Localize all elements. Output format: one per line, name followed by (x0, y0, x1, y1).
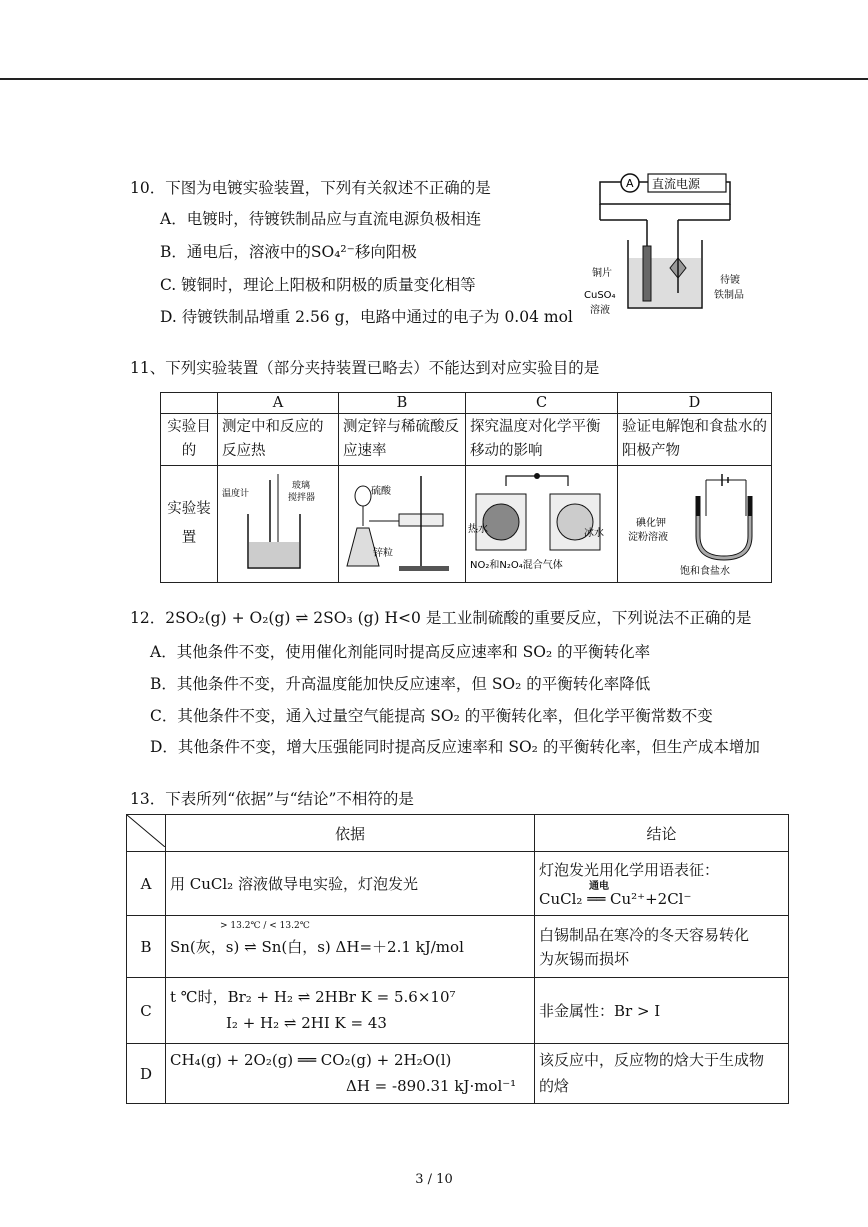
q11-header-d: D (618, 393, 772, 414)
q13-row-a-conclusion-line1: 灯泡发光用化学用语表征： (539, 861, 720, 879)
q11-apparatus-a (218, 466, 339, 583)
q13-row-a-basis-text: 用 CuCl₂ 溶液做导电实验，灯泡发光 (170, 875, 418, 893)
q11-purpose-d: 验证电解饱和食盐水的阳极产物 (618, 414, 772, 466)
q11-apparatus-label: 实验装置 (161, 466, 218, 583)
q13-row-a-label: A (127, 852, 166, 916)
q10-option-d: D. 待镀铁制品增重 2.56 g，电路中通过的电子为 0.04 mol (160, 308, 573, 326)
q13-row-b-conclusion-line2: 为灰锡而损坏 (539, 949, 630, 968)
stirrer-label-1: 玻璃 (292, 481, 311, 491)
q11-header-c: C (466, 393, 618, 414)
q12-option-d: D．其他条件不变，增大压强能同时提高反应速率和 SO₂ 的平衡转化率，但生产成本增加 (150, 738, 760, 756)
electroplating-diagram (580, 168, 780, 328)
ice-water-label: 冰水 (584, 528, 604, 539)
q13-row-d-basis (166, 1044, 535, 1104)
q11-purpose-a: 测定中和反应的反应热 (218, 414, 339, 466)
q13-row-b-basis (166, 916, 535, 978)
q11-apparatus-b (339, 466, 466, 583)
q13-row-b-label: B (127, 916, 166, 978)
q11-stem: 11、下列实验装置（部分夹持装置已略去）不能达到对应实验目的是 (130, 359, 600, 377)
top-rule (0, 78, 868, 80)
q13-row-d-conclusion (535, 1044, 789, 1104)
q13-row-b-condition: > 13.2℃ / < 13.2℃ (220, 921, 310, 931)
power-source-label: 直流电源 (652, 177, 701, 191)
q13-row-b-conclusion-line1: 白锡制品在寒冷的冬天容易转化 (539, 925, 750, 944)
q13-stem: 13．下表所列“依据”与“结论”不相符的是 (130, 790, 414, 808)
calorimeter-diagram (218, 466, 330, 578)
diagonal-line-icon (127, 815, 165, 847)
q13-row-c-conclusion-text: 非金属性：Br > I (539, 1002, 661, 1020)
zinc-label: 锌粒 (373, 548, 393, 559)
cuso4-label: CuSO₄ (584, 290, 616, 301)
q13-row-a-conclusion-line2: CuCl₂ ══ Cu²⁺+2Cl⁻ (539, 890, 692, 908)
q13-row-c-conclusion (535, 978, 789, 1044)
copper-plate-label: 铜片 (592, 268, 612, 279)
stirrer-label-2: 搅拌器 (288, 493, 316, 503)
sulfuric-acid-label: 硫酸 (371, 486, 391, 497)
q11-purpose-label: 实验目的 (161, 414, 218, 466)
iron-item-label-2: 铁制品 (714, 290, 744, 301)
q13-row-c-basis (166, 978, 535, 1044)
q13-corner-cell (127, 815, 166, 852)
q13-row-d-conclusion-line1: 该反应中，反应物的焓大于生成物 (539, 1051, 765, 1069)
q13-row-b-basis-text: Sn(灰，s) ⇌ Sn(白，s) ΔH=＋2.1 kJ/mol (170, 938, 464, 956)
q11-purpose-c: 探究温度对化学平衡移动的影响 (466, 414, 618, 466)
q11-table (160, 392, 772, 583)
q13-row-c-label: C (127, 978, 166, 1044)
q10-option-a: A．电镀时，待镀铁制品应与直流电源负极相连 (160, 210, 482, 228)
page-number: 3 / 10 (415, 1172, 453, 1187)
q11-purpose-b: 测定锌与稀硫酸反应速率 (339, 414, 466, 466)
q13-table (126, 814, 789, 1104)
q13-row-b-conclusion (535, 916, 789, 978)
gas-mixture-label: NO₂和N₂O₄混合气体 (470, 560, 563, 571)
hot-water-label: 热水 (468, 524, 488, 535)
q10-stem: 10．下图为电镀实验装置，下列有关叙述不正确的是 (130, 179, 491, 197)
q13-row-a-condition: 通电 (589, 881, 609, 892)
q12-option-b: B．其他条件不变，升高温度能加快反应速率，但 SO₂ 的平衡转化率降低 (150, 675, 651, 693)
q13-header-basis: 依据 (166, 815, 535, 852)
q11-apparatus-c (466, 466, 618, 583)
iron-item-label-1: 待镀 (720, 275, 740, 286)
q12-option-a: A．其他条件不变，使用催化剂能同时提高反应速率和 SO₂ 的平衡转化率 (150, 643, 651, 661)
equilibrium-temperature-diagram (466, 466, 609, 578)
electrolysis-diagram (618, 466, 768, 578)
q13-row-d-conclusion-line2: 的焓 (539, 1076, 570, 1095)
q13-row-c-basis-line2: I₂ + H₂ ⇌ 2HI K = 43 (226, 1013, 387, 1032)
q13-row-a-conclusion (535, 852, 789, 916)
q11-header-b: B (339, 393, 466, 414)
solution-label: 溶液 (590, 305, 610, 316)
starch-solution-label: 淀粉溶液 (628, 532, 668, 543)
reaction-rate-diagram (339, 466, 457, 578)
q13-row-d-basis-line2: ΔH = -890.31 kJ·mol⁻¹ (346, 1076, 517, 1095)
q11-apparatus-d (618, 466, 772, 583)
q10-option-b: B．通电后，溶液中的SO₄²⁻移向阳极 (160, 243, 417, 261)
potassium-iodide-label: 碘化钾 (636, 518, 666, 529)
q13-header-conclusion: 结论 (535, 815, 789, 852)
brine-label: 饱和食盐水 (680, 566, 730, 577)
q13-row-c-basis-line1: t ℃时，Br₂ + H₂ ⇌ 2HBr K = 5.6×10⁷ (170, 988, 456, 1006)
q13-row-d-label: D (127, 1044, 166, 1104)
q12-stem: 12．2SO₂(g) + O₂(g) ⇌ 2SO₃ (g) H<0 是工业制硫酸的重要反应，下列说法不正确的是 (130, 609, 752, 627)
thermometer-label: 温度计 (222, 489, 250, 499)
q12-option-c: C．其他条件不变，通入过量空气能提高 SO₂ 的平衡转化率，但化学平衡常数不变 (150, 707, 713, 725)
ammeter-label: A (626, 177, 634, 190)
q10-option-c: C. 镀铜时，理论上阳极和阴极的质量变化相等 (160, 276, 476, 294)
q11-header-a: A (218, 393, 339, 414)
q13-row-d-basis-line1: CH₄(g) + 2O₂(g) ══ CO₂(g) + 2H₂O(l) (170, 1051, 452, 1069)
q13-row-a-basis (166, 852, 535, 916)
